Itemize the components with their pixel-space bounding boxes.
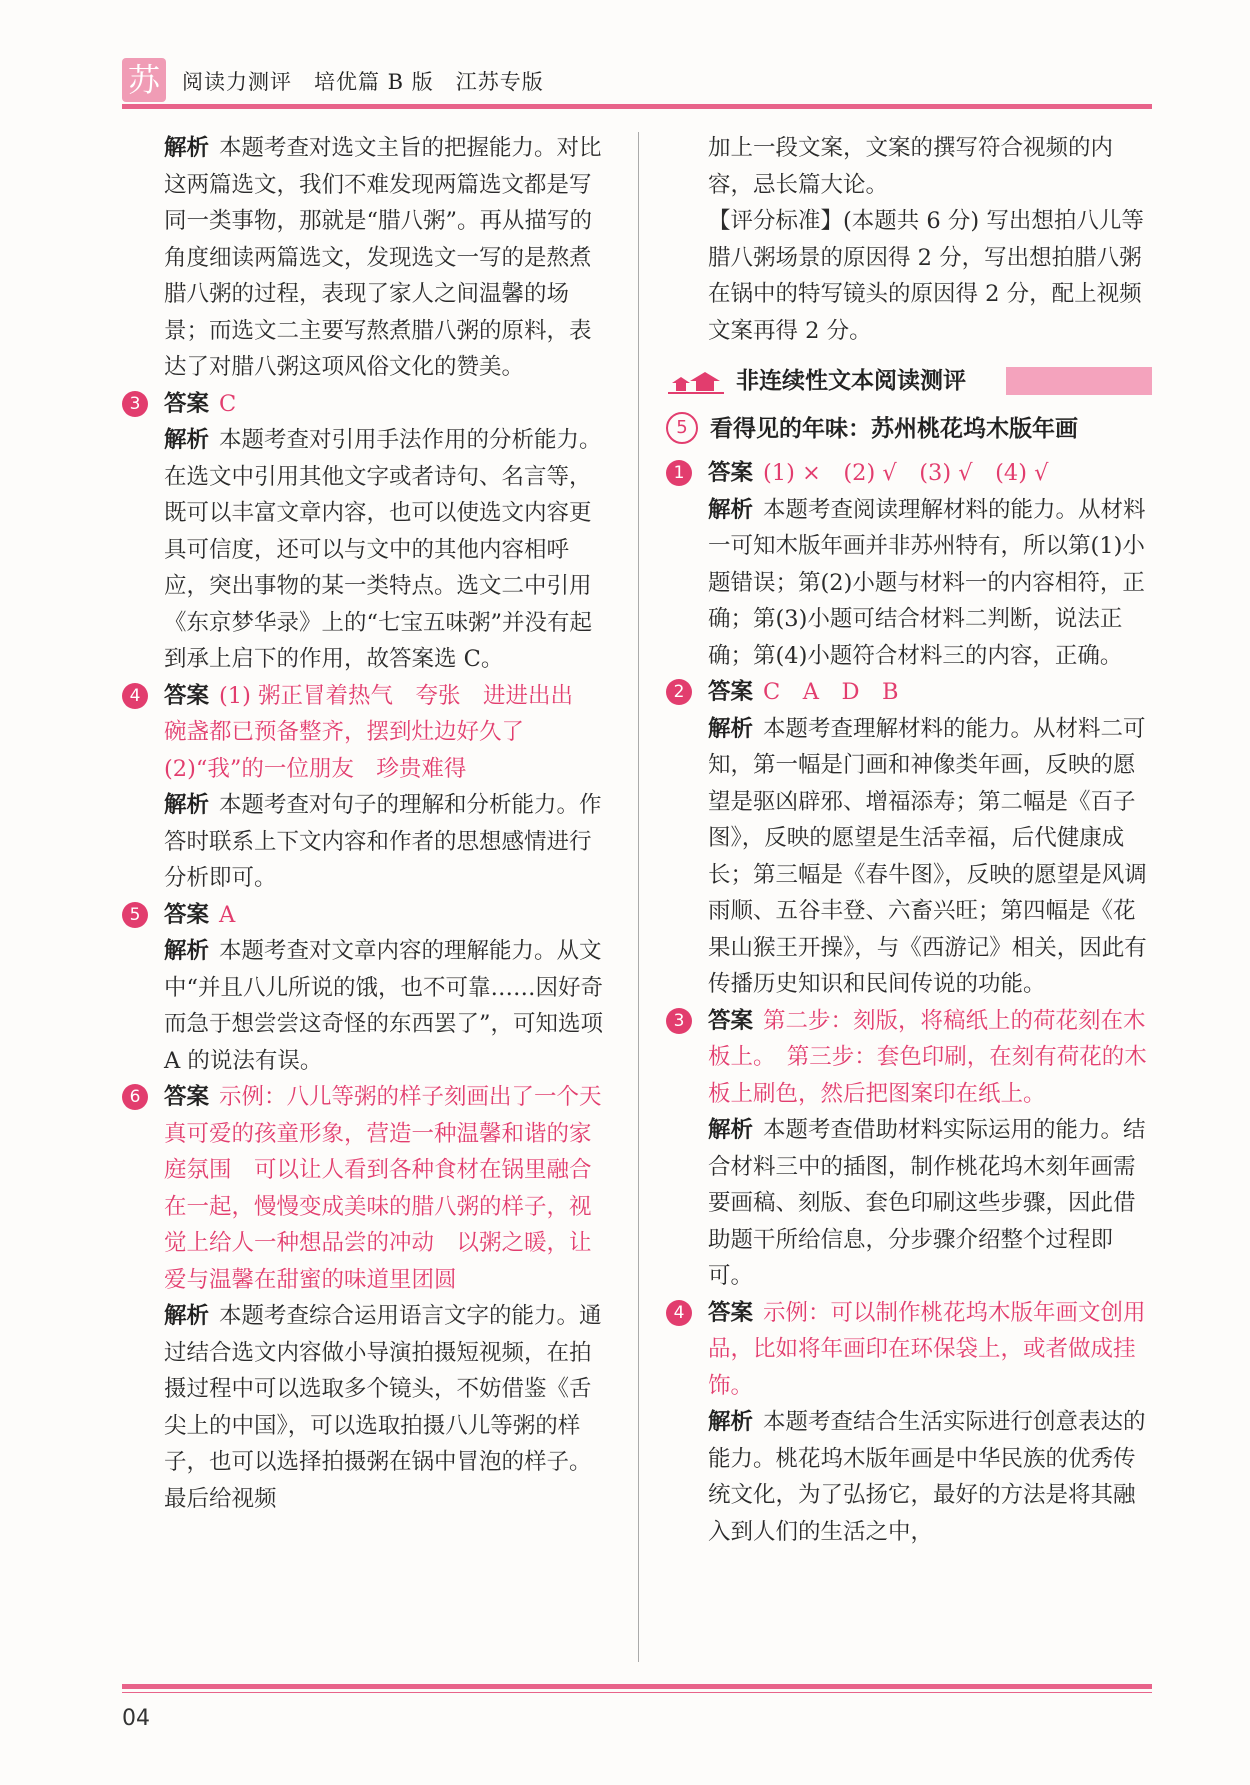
right-top-block xyxy=(666,130,1152,349)
answer-text: 示例：可以制作桃花坞木版年画文创用品，比如将年画印在环保袋上，或者做成挂饰。 xyxy=(708,1299,1146,1399)
answer-text: A xyxy=(219,901,236,928)
question-number-badge: 4 xyxy=(122,683,148,709)
page-header xyxy=(122,58,1152,106)
answer-text: C xyxy=(219,390,237,417)
explanation-text xyxy=(122,422,604,678)
section-heading-bar xyxy=(1006,367,1152,395)
analysis-label: 解析 xyxy=(164,135,210,161)
body-text: 本题考查借助材料实际运用的能力。结合材料三中的插图，制作桃花坞木刻年画需要画稿、刻版、套色印刷这些步骤，因此借助题干所给信息，分步骤介绍整个过程即可。 xyxy=(708,1117,1146,1289)
analysis-label: 解析 xyxy=(164,427,210,453)
answer-text: (1) 粥正冒着热气 夸张 进进出出 碗盏都已预备整齐，摆到灶边好久了 xyxy=(164,682,596,745)
answer-item xyxy=(122,678,604,751)
analysis-label: 解析 xyxy=(708,496,754,523)
body-text: 本题考查对选文主旨的把握能力。对比这两篇选文，我们不难发现两篇选文都是写同一类事物，那就是“腊八粥”。再从描写的角度细读两篇选文，发现选文一写的是熬煮腊八粥的过程，表现了家人之间温馨的场景；而选文二主要写熬煮腊八粥的原料，表达了对腊八粥这项风俗文化的赞美。 xyxy=(164,135,602,380)
answer-item xyxy=(666,1003,1152,1113)
question-number-badge: 1 xyxy=(666,460,692,486)
question-number-badge: 4 xyxy=(666,1300,692,1326)
subsection-number: 5 xyxy=(666,412,698,444)
body-text: 本题考查对句子的理解和分析能力。作答时联系上下文内容和作者的思想感情进行分析即可。 xyxy=(164,792,602,891)
explanation-text xyxy=(666,492,1152,675)
subsection-heading xyxy=(666,409,1152,449)
section-heading xyxy=(666,361,1152,401)
body-text: 本题考查理解材料的能力。从材料二可知，第一幅是门画和神像类年画，反映的愿望是驱凶辟邪、增福添寿；第二幅是《百子图》，反映的愿望是生活幸福，后代健康成长；第三幅是《春牛图》，反映的愿望是风调雨顺、五谷丰登、六畜兴旺；第四幅是《花果山猴王开操》，与《西游记》相关，因此有传播历史知识和民间传说的功能。 xyxy=(708,715,1147,997)
body-text: 本题考查综合运用语言文字的能力。通过结合选文内容做小导演拍摄短视频，在拍摄过程中可以选取多个镜头，不妨借鉴《舌尖上的中国》，可以选取拍摄八儿等粥的样子，也可以选择拍摄粥在锅中冒泡的样子。最后给视频 xyxy=(164,1303,602,1512)
body-text: 【评分标准】(本题共 6 分) 写出想拍八儿等腊八粥场景的原因得 2 分，写出想拍腊八粥在锅中的特写镜头的原因得 2 分，配上视频文案再得 2 分。 xyxy=(708,208,1144,344)
explanation-text xyxy=(666,1404,1152,1550)
answer-item xyxy=(666,455,1152,492)
body-text: 本题考查阅读理解材料的能力。从材料一可知木版年画并非苏州特有，所以第(1)小题错误；第(2)小题与材料一的内容相符，正确；第(3)小题可结合材料二判断，说法正确；第(4)小题符合材料三的内容，正确。 xyxy=(708,496,1146,669)
footer-rule-thin xyxy=(122,1692,1152,1693)
answer-text: C A D B xyxy=(763,679,899,705)
question-number-badge: 2 xyxy=(666,679,692,705)
right-answers xyxy=(666,455,1152,1550)
question-number-badge: 3 xyxy=(122,391,148,417)
explanation-text xyxy=(666,130,1152,203)
answer-label: 答案 xyxy=(164,390,210,417)
pavilion-icon xyxy=(666,369,726,395)
explanation-text xyxy=(122,787,604,897)
explanation-text xyxy=(666,203,1152,349)
answer-item xyxy=(666,674,1152,711)
answer-label: 答案 xyxy=(164,682,210,709)
question-number-badge: 6 xyxy=(122,1084,148,1110)
header-rule xyxy=(122,104,1152,109)
page-number: 04 xyxy=(122,1706,150,1731)
answer-label: 答案 xyxy=(164,1084,210,1110)
answer-label: 答案 xyxy=(708,1007,754,1034)
answer-item xyxy=(122,1079,604,1298)
answer-item xyxy=(122,897,604,934)
subsection-title: 看得见的年味：苏州桃花坞木版年画 xyxy=(710,416,1078,442)
explanation-text xyxy=(122,751,604,788)
answer-label: 答案 xyxy=(164,901,210,928)
body-text: 加上一段文案，文案的撰写符合视频的内容，忌长篇大论。 xyxy=(708,135,1114,198)
explanation-text xyxy=(666,711,1152,1003)
answer-text: 第二步：刻版，将稿纸上的荷花刻在木板上。 第三步：套色印刷，在刻有荷花的木板上刷色，然后把图案印在纸上。 xyxy=(708,1007,1147,1107)
analysis-label: 解析 xyxy=(164,938,210,964)
explanation-text xyxy=(122,933,604,1079)
question-number-badge: 5 xyxy=(122,902,148,928)
answer-text: (1) × (2) √ (3) √ (4) √ xyxy=(763,460,1049,486)
column-divider xyxy=(638,132,639,1662)
section-title: 非连续性文本阅读测评 xyxy=(736,368,966,394)
footer-rule xyxy=(122,1684,1152,1689)
analysis-label: 解析 xyxy=(164,792,210,818)
right-column xyxy=(666,130,1152,1550)
answer-item xyxy=(666,1295,1152,1405)
left-column xyxy=(122,130,604,1517)
answer-item xyxy=(122,386,604,423)
explanation-text xyxy=(666,1112,1152,1295)
analysis-label: 解析 xyxy=(708,715,754,742)
explanation-text xyxy=(122,1298,604,1517)
body-text: 本题考查对文章内容的理解能力。从文中“并且八儿所说的饿，也不可靠……因好奇而急于想尝尝这奇怪的东西罢了”，可知选项 A 的说法有误。 xyxy=(164,938,604,1074)
answer-label: 答案 xyxy=(708,679,754,705)
analysis-label: 解析 xyxy=(708,1117,754,1143)
question-number-badge: 3 xyxy=(666,1008,692,1034)
answer-text: 示例：八儿等粥的样子刻画出了一个天真可爱的孩童形象，营造一种温馨和谐的家庭氛围 可以让人看到各种食材在锅里融合在一起，慢慢变成美味的腊八粥的样子，视觉上给人一种想品尝的冲动 以粥之暖，让爱与温馨在甜蜜的味道里团圆 xyxy=(164,1084,602,1293)
book-title: 阅读力测评 培优篇 B 版 江苏专版 xyxy=(182,70,544,94)
body-text: 本题考查结合生活实际进行创意表达的能力。桃花坞木版年画是中华民族的优秀传统文化，为了弘扬它，最好的方法是将其融入到人们的生活之中， xyxy=(708,1409,1146,1545)
body-text: (2)“我”的一位朋友 珍贵难得 xyxy=(164,755,467,782)
explanation-text xyxy=(122,130,604,386)
body-text: 本题考查对引用手法作用的分析能力。在选文中引用其他文字或者诗句、名言等，既可以丰富文章内容，也可以使选文内容更具可信度，还可以与文中的其他内容相呼应，突出事物的某一类特点。选文二中引用《东京梦华录》上的“七宝五味粥”并没有起到承上启下的作用，故答案选 C。 xyxy=(164,427,602,672)
analysis-label: 解析 xyxy=(708,1409,754,1435)
answer-label: 答案 xyxy=(708,460,754,486)
answer-label: 答案 xyxy=(708,1299,754,1326)
analysis-label: 解析 xyxy=(164,1303,210,1329)
province-badge: 苏 xyxy=(122,58,166,102)
